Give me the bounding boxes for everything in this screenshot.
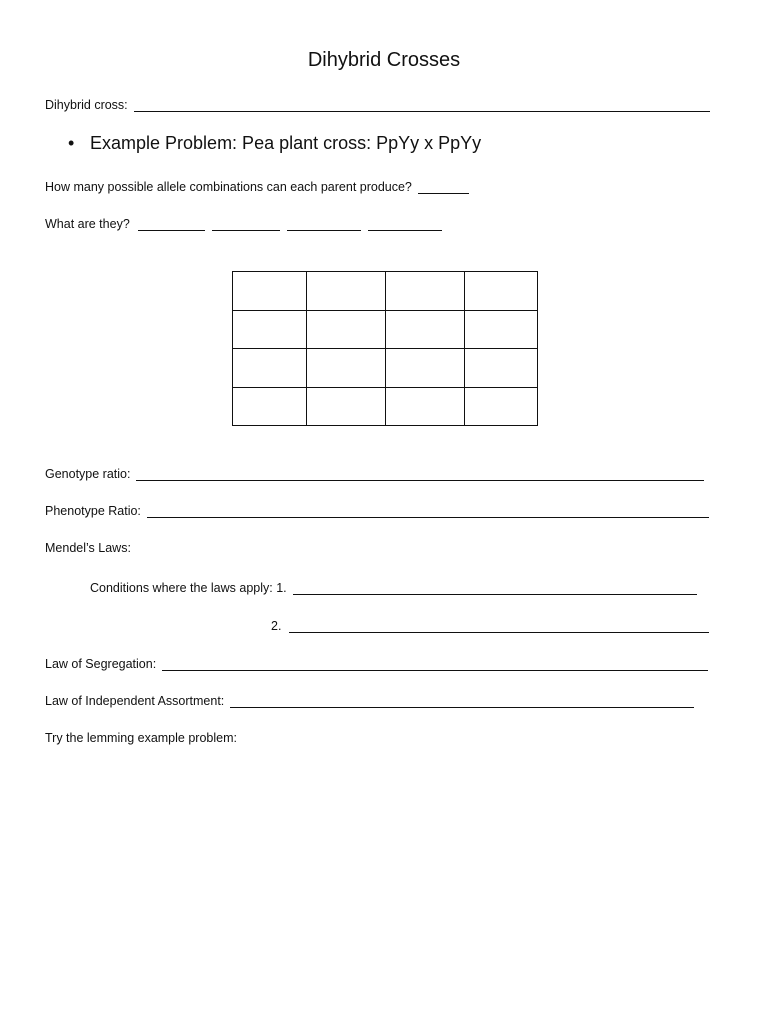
punnett-cell[interactable]: [465, 272, 538, 311]
phenotype-ratio-row: [45, 502, 709, 518]
genotype-ratio-label: Genotype ratio:: [45, 467, 131, 481]
condition-one-blank[interactable]: [293, 582, 697, 595]
punnett-cell[interactable]: [386, 349, 465, 388]
law-segregation-blank[interactable]: [162, 658, 708, 671]
law-independent-label: Law of Independent Assortment:: [45, 694, 225, 708]
law-independent-row: [45, 692, 694, 708]
punnett-cell[interactable]: [386, 310, 465, 349]
genotype-ratio-blank[interactable]: [136, 468, 704, 481]
punnett-cell[interactable]: [307, 349, 386, 388]
lemming-prompt-row: [45, 731, 237, 745]
punnett-cell[interactable]: [233, 349, 307, 388]
combinations-question-row: [45, 178, 469, 194]
punnett-cell[interactable]: [307, 310, 386, 349]
combination-blank-2[interactable]: [212, 218, 280, 231]
punnett-cell[interactable]: [386, 272, 465, 311]
punnett-row: [233, 272, 538, 311]
mendels-laws-label: Mendel’s Laws:: [45, 541, 131, 555]
punnett-row: [233, 387, 538, 426]
what-are-they-row: [45, 215, 442, 231]
condition-two-label: 2.: [271, 619, 282, 633]
law-independent-blank[interactable]: [230, 695, 694, 708]
phenotype-ratio-label: Phenotype Ratio:: [45, 504, 141, 518]
condition-two-row: [271, 617, 709, 633]
punnett-cell[interactable]: [307, 272, 386, 311]
example-problem-row: [68, 133, 481, 154]
punnett-cell[interactable]: [386, 387, 465, 426]
punnett-cell[interactable]: [307, 387, 386, 426]
conditions-label: Conditions where the laws apply: 1.: [90, 581, 287, 595]
law-segregation-label: Law of Segregation:: [45, 657, 157, 671]
combination-blank-1[interactable]: [138, 218, 205, 231]
phenotype-ratio-blank[interactable]: [147, 505, 709, 518]
dihybrid-cross-label: Dihybrid cross:: [45, 98, 128, 112]
bullet-marker: •: [68, 133, 75, 153]
combinations-question: How many possible allele combinations can each parent produce?: [45, 180, 412, 194]
combinations-answer-blank[interactable]: [418, 181, 469, 194]
lemming-prompt: Try the lemming example problem:: [45, 731, 237, 745]
punnett-square: [232, 271, 538, 426]
punnett-cell[interactable]: [233, 310, 307, 349]
punnett-cell[interactable]: [465, 349, 538, 388]
condition-two-blank[interactable]: [289, 620, 709, 633]
dihybrid-cross-blank[interactable]: [134, 99, 710, 112]
mendels-laws-row: [45, 541, 131, 555]
punnett-row: [233, 349, 538, 388]
condition-one-row: [90, 579, 697, 595]
dihybrid-cross-row: [45, 96, 710, 112]
genotype-ratio-row: [45, 465, 704, 481]
what-are-they-question: What are they?: [45, 217, 130, 231]
punnett-row: [233, 310, 538, 349]
punnett-cell[interactable]: [465, 387, 538, 426]
example-problem-text: Example Problem: Pea plant cross: PpYy x PpYy: [90, 133, 482, 153]
punnett-cell[interactable]: [233, 272, 307, 311]
combination-blank-3[interactable]: [287, 218, 361, 231]
punnett-cell[interactable]: [233, 387, 307, 426]
law-segregation-row: [45, 655, 708, 671]
punnett-cell[interactable]: [465, 310, 538, 349]
combination-blank-4[interactable]: [368, 218, 442, 231]
page-title: Dihybrid Crosses: [307, 49, 461, 71]
